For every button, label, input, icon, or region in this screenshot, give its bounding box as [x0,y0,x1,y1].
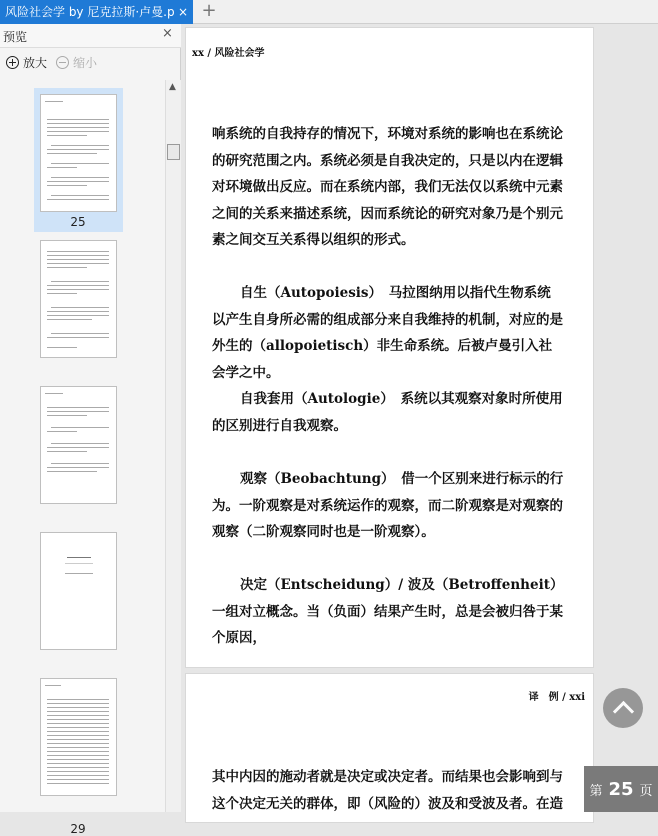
tab-close-icon[interactable]: × [177,5,189,19]
zoom-out-icon [56,56,69,69]
document-tab[interactable] [0,0,193,24]
thumbnail-label: 29 [70,822,86,836]
sidebar-scrollbar[interactable] [165,80,181,812]
zoom-in-label: 放大 [23,56,48,70]
thumbnail-page-27[interactable] [40,386,117,504]
document-page [185,27,594,668]
running-header: xx / 风险社会学 [192,48,265,59]
tab-title: 风险社会学 by 尼克拉斯·卢曼.p [5,5,175,19]
scroll-to-top-button[interactable] [603,688,643,728]
sidebar-title: 预览 [3,30,28,44]
thumbnail-page-25[interactable] [40,94,117,212]
zoom-out-label: 缩小 [73,56,98,70]
thumbnail-label: 25 [70,215,86,229]
thumbnail-page-28[interactable] [40,532,117,650]
thumbnail-list [0,80,165,836]
zoom-controls [0,52,181,74]
scroll-up-icon[interactable]: ▲ [169,82,176,92]
zoom-in-button[interactable] [6,54,47,71]
zoom-in-icon [6,56,19,69]
paragraph: 自我套用（Autologie） 系统以其观察对象时所使用的区别进行自我观察。 [212,391,563,434]
zoom-out-button[interactable] [56,54,97,71]
tab-bar [0,0,658,24]
paragraph: 自生（Autopoiesis） 马拉图纳用以指代生物系统以产生自身所必需的组成部分来自我维持的机制，对应的是外生的（allopoietisch）非生命系统。后被卢曼引入社会学之中。 [212,285,563,381]
sidebar-header [0,24,181,48]
page-indicator [584,766,658,812]
document-page [185,673,594,823]
page-number: 25 [608,778,634,800]
page-indicator-prefix: 第 [589,783,603,799]
preview-sidebar [0,24,181,836]
paragraph: 决定（Entscheidung）/ 波及（Betroffenheit） 一组对立概念。当（负面）结果产生时，总是会被归咎于某个原因， [212,577,571,646]
new-tab-icon[interactable]: + [201,0,217,21]
document-viewer[interactable] [182,24,658,812]
scrollbar-thumb[interactable] [167,144,180,160]
page-indicator-suffix: 页 [639,783,653,799]
paragraph: 响系统的自我持存的情况下，环境对系统的影响也在系统论的研究范围之内。系统必须是自我决定的，只是以内在逻辑对环境做出反应。而在系统内部，我们无法仅以系统中元素之间的关系来描述系统，因而系统论的研究对象乃是个别元素之间交互关系得以组织的形式。 [212,126,563,248]
sidebar-close-icon[interactable]: × [162,26,173,41]
paragraph: 其中内因的施动者就是决定或决定者。而结果也会影响到与这个决定无关的群体，即（风险的）波及和受波及者。在造 [212,769,563,812]
paragraph: 观察（Beobachtung） 借一个区别来进行标示的行为。一阶观察是对系统运作的观察，而二阶观察是对观察的观察（二阶观察同时也是一阶观察）。 [212,471,564,540]
thumbnail-page-26[interactable] [40,240,117,358]
running-header: 译 例 / xxi [528,692,585,703]
thumbnail-page-29[interactable] [40,678,117,796]
